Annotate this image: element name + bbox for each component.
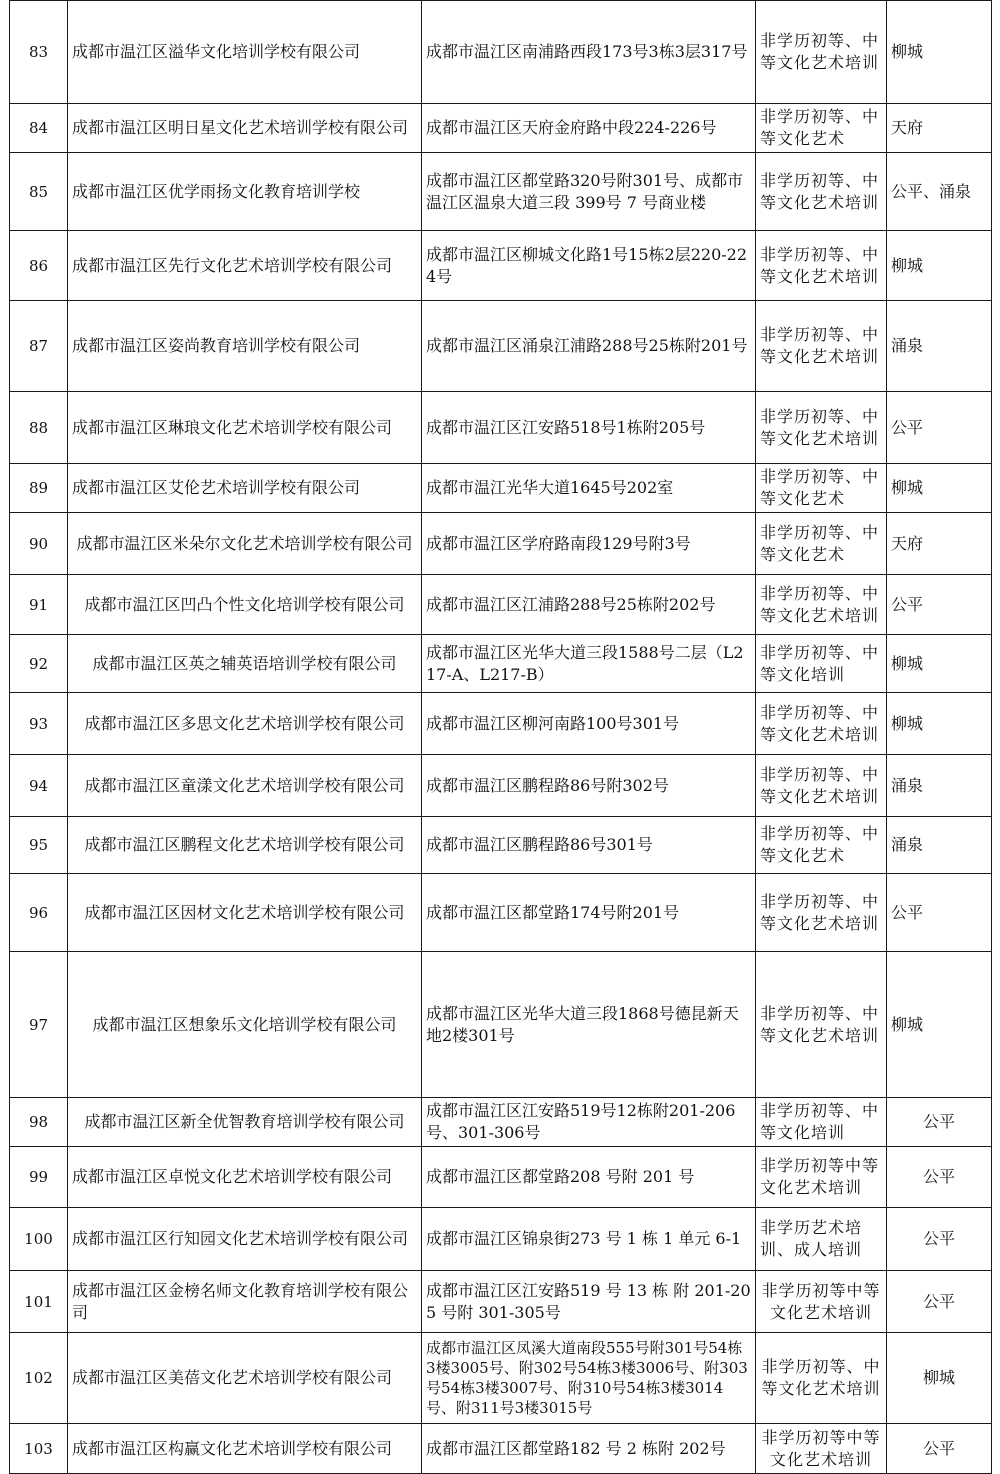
table-row bbox=[10, 575, 992, 635]
table-row bbox=[10, 464, 992, 513]
row-number: 95 bbox=[10, 817, 68, 874]
training-scope: 非学历初等、中等文化艺术培训 bbox=[756, 1333, 887, 1424]
school-name: 成都市温江区琳琅文化艺术培训学校有限公司 bbox=[68, 392, 422, 464]
area-name: 涌泉 bbox=[887, 817, 992, 874]
table-row bbox=[10, 1424, 992, 1474]
table-row bbox=[10, 1098, 992, 1147]
school-name: 成都市温江区卓悦文化艺术培训学校有限公司 bbox=[68, 1147, 422, 1208]
table-row bbox=[10, 1333, 992, 1424]
area-name: 公平 bbox=[887, 575, 992, 635]
training-scope: 非学历初等、中等文化艺术培训 bbox=[756, 952, 887, 1098]
school-address: 成都市温江区南浦路西段173号3栋3层317号 bbox=[422, 1, 756, 104]
area-name: 涌泉 bbox=[887, 755, 992, 817]
training-scope: 非学历艺术培训、成人培训 bbox=[756, 1208, 887, 1271]
area-name: 柳城 bbox=[887, 464, 992, 513]
school-name: 成都市温江区先行文化艺术培训学校有限公司 bbox=[68, 231, 422, 301]
row-number: 103 bbox=[10, 1424, 68, 1474]
school-roster-table bbox=[9, 0, 992, 1474]
school-name: 成都市温江区行知园文化艺术培训学校有限公司 bbox=[68, 1208, 422, 1271]
school-address: 成都市温江区都堂路174号附201号 bbox=[422, 874, 756, 952]
row-number: 94 bbox=[10, 755, 68, 817]
school-address: 成都市温江区天府金府路中段224-226号 bbox=[422, 104, 756, 153]
school-address: 成都市温江区凤溪大道南段555号附301号54栋3楼3005号、附302号54栋3楼3006号、附303号54栋3楼3007号、附310号54栋3楼3014号、附311号3楼3015号 bbox=[422, 1333, 756, 1424]
training-scope: 非学历初等、中等文化艺术培训 bbox=[756, 1, 887, 104]
area-name: 公平 bbox=[887, 1098, 992, 1147]
row-number: 98 bbox=[10, 1098, 68, 1147]
area-name: 柳城 bbox=[887, 231, 992, 301]
school-address: 成都市温江区都堂路208 号附 201 号 bbox=[422, 1147, 756, 1208]
school-name: 成都市温江区明日星文化艺术培训学校有限公司 bbox=[68, 104, 422, 153]
area-name: 公平 bbox=[887, 1147, 992, 1208]
school-address: 成都市温江区江安路518号1栋附205号 bbox=[422, 392, 756, 464]
training-scope: 非学历初等中等文化艺术培训 bbox=[756, 1424, 887, 1474]
table-row bbox=[10, 693, 992, 755]
area-name: 涌泉 bbox=[887, 301, 992, 392]
row-number: 93 bbox=[10, 693, 68, 755]
school-name: 成都市温江区金榜名师文化教育培训学校有限公司 bbox=[68, 1271, 422, 1333]
training-scope: 非学历初等中等文化艺术培训 bbox=[756, 1271, 887, 1333]
school-address: 成都市温江区学府路南段129号附3号 bbox=[422, 513, 756, 575]
table-row bbox=[10, 952, 992, 1098]
training-scope: 非学历初等中等文化艺术培训 bbox=[756, 1147, 887, 1208]
row-number: 96 bbox=[10, 874, 68, 952]
school-address: 成都市温江区鹏程路86号301号 bbox=[422, 817, 756, 874]
school-name: 成都市温江区童漾文化艺术培训学校有限公司 bbox=[68, 755, 422, 817]
table-row bbox=[10, 392, 992, 464]
school-name: 成都市温江区美蓓文化艺术培训学校有限公司 bbox=[68, 1333, 422, 1424]
school-name: 成都市温江区英之辅英语培训学校有限公司 bbox=[68, 635, 422, 693]
school-name: 成都市温江区姿尚教育培训学校有限公司 bbox=[68, 301, 422, 392]
school-name: 成都市温江区优学雨扬文化教育培训学校 bbox=[68, 153, 422, 231]
table-row bbox=[10, 755, 992, 817]
school-address: 成都市温江光华大道1645号202室 bbox=[422, 464, 756, 513]
training-scope: 非学历初等、中等文化艺术 bbox=[756, 104, 887, 153]
row-number: 88 bbox=[10, 392, 68, 464]
table-row bbox=[10, 1271, 992, 1333]
area-name: 公平 bbox=[887, 1208, 992, 1271]
training-scope: 非学历初等、中等文化艺术培训 bbox=[756, 755, 887, 817]
training-scope: 非学历初等、中等文化培训 bbox=[756, 635, 887, 693]
table-row bbox=[10, 301, 992, 392]
school-name: 成都市温江区想象乐文化培训学校有限公司 bbox=[68, 952, 422, 1098]
school-address: 成都市温江区都堂路182 号 2 栋附 202号 bbox=[422, 1424, 756, 1474]
table-row bbox=[10, 817, 992, 874]
row-number: 90 bbox=[10, 513, 68, 575]
table-row bbox=[10, 1, 992, 104]
table-row bbox=[10, 153, 992, 231]
school-name: 成都市温江区多思文化艺术培训学校有限公司 bbox=[68, 693, 422, 755]
school-address: 成都市温江区江安路519号12栋附201-206号、301-306号 bbox=[422, 1098, 756, 1147]
school-address: 成都市温江区柳河南路100号301号 bbox=[422, 693, 756, 755]
table-row bbox=[10, 513, 992, 575]
school-name: 成都市温江区凹凸个性文化培训学校有限公司 bbox=[68, 575, 422, 635]
school-address: 成都市温江区光华大道三段1588号二层（L217-A、L217-B） bbox=[422, 635, 756, 693]
table-row bbox=[10, 874, 992, 952]
area-name: 柳城 bbox=[887, 635, 992, 693]
training-scope: 非学历初等、中等文化艺术 bbox=[756, 817, 887, 874]
area-name: 柳城 bbox=[887, 693, 992, 755]
row-number: 92 bbox=[10, 635, 68, 693]
school-name: 成都市温江区溢华文化培训学校有限公司 bbox=[68, 1, 422, 104]
area-name: 柳城 bbox=[887, 1333, 992, 1424]
school-name: 成都市温江区新全优智教育培训学校有限公司 bbox=[68, 1098, 422, 1147]
row-number: 97 bbox=[10, 952, 68, 1098]
row-number: 91 bbox=[10, 575, 68, 635]
row-number: 85 bbox=[10, 153, 68, 231]
training-scope: 非学历初等、中等文化艺术培训 bbox=[756, 392, 887, 464]
area-name: 公平 bbox=[887, 874, 992, 952]
row-number: 99 bbox=[10, 1147, 68, 1208]
table-row bbox=[10, 635, 992, 693]
row-number: 101 bbox=[10, 1271, 68, 1333]
school-address: 成都市温江区光华大道三段1868号德昆新天地2楼301号 bbox=[422, 952, 756, 1098]
school-address: 成都市温江区都堂路320号附301号、成都市温江区温泉大道三段 399号 7 号商业楼 bbox=[422, 153, 756, 231]
training-scope: 非学历初等、中等文化培训 bbox=[756, 1098, 887, 1147]
table-row bbox=[10, 231, 992, 301]
area-name: 柳城 bbox=[887, 952, 992, 1098]
area-name: 柳城 bbox=[887, 1, 992, 104]
row-number: 102 bbox=[10, 1333, 68, 1424]
area-name: 公平 bbox=[887, 392, 992, 464]
row-number: 100 bbox=[10, 1208, 68, 1271]
school-address: 成都市温江区江安路519 号 13 栋 附 201-205 号附 301-305号 bbox=[422, 1271, 756, 1333]
training-scope: 非学历初等、中等文化艺术培训 bbox=[756, 575, 887, 635]
row-number: 83 bbox=[10, 1, 68, 104]
table-row bbox=[10, 1147, 992, 1208]
school-name: 成都市温江区鹏程文化艺术培训学校有限公司 bbox=[68, 817, 422, 874]
table-row bbox=[10, 1208, 992, 1271]
training-scope: 非学历初等、中等文化艺术 bbox=[756, 513, 887, 575]
row-number: 87 bbox=[10, 301, 68, 392]
training-scope: 非学历初等、中等文化艺术培训 bbox=[756, 301, 887, 392]
school-address: 成都市温江区柳城文化路1号15栋2层220-224号 bbox=[422, 231, 756, 301]
row-number: 86 bbox=[10, 231, 68, 301]
area-name: 公平 bbox=[887, 1271, 992, 1333]
school-address: 成都市温江区锦泉街273 号 1 栋 1 单元 6-1 bbox=[422, 1208, 756, 1271]
training-scope: 非学历初等、中等文化艺术培训 bbox=[756, 231, 887, 301]
table-row bbox=[10, 104, 992, 153]
school-name: 成都市温江区艾伦艺术培训学校有限公司 bbox=[68, 464, 422, 513]
training-scope: 非学历初等、中等文化艺术培训 bbox=[756, 153, 887, 231]
row-number: 84 bbox=[10, 104, 68, 153]
school-name: 成都市温江区因材文化艺术培训学校有限公司 bbox=[68, 874, 422, 952]
area-name: 公平 bbox=[887, 1424, 992, 1474]
school-address: 成都市温江区涌泉江浦路288号25栋附201号 bbox=[422, 301, 756, 392]
area-name: 公平、涌泉 bbox=[887, 153, 992, 231]
training-scope: 非学历初等、中等文化艺术 bbox=[756, 464, 887, 513]
school-address: 成都市温江区江浦路288号25栋附202号 bbox=[422, 575, 756, 635]
school-address: 成都市温江区鹏程路86号附302号 bbox=[422, 755, 756, 817]
school-name: 成都市温江区米朵尔文化艺术培训学校有限公司 bbox=[68, 513, 422, 575]
row-number: 89 bbox=[10, 464, 68, 513]
area-name: 天府 bbox=[887, 104, 992, 153]
area-name: 天府 bbox=[887, 513, 992, 575]
training-scope: 非学历初等、中等文化艺术培训 bbox=[756, 874, 887, 952]
school-name: 成都市温江区构赢文化艺术培训学校有限公司 bbox=[68, 1424, 422, 1474]
training-scope: 非学历初等、中等文化艺术培训 bbox=[756, 693, 887, 755]
